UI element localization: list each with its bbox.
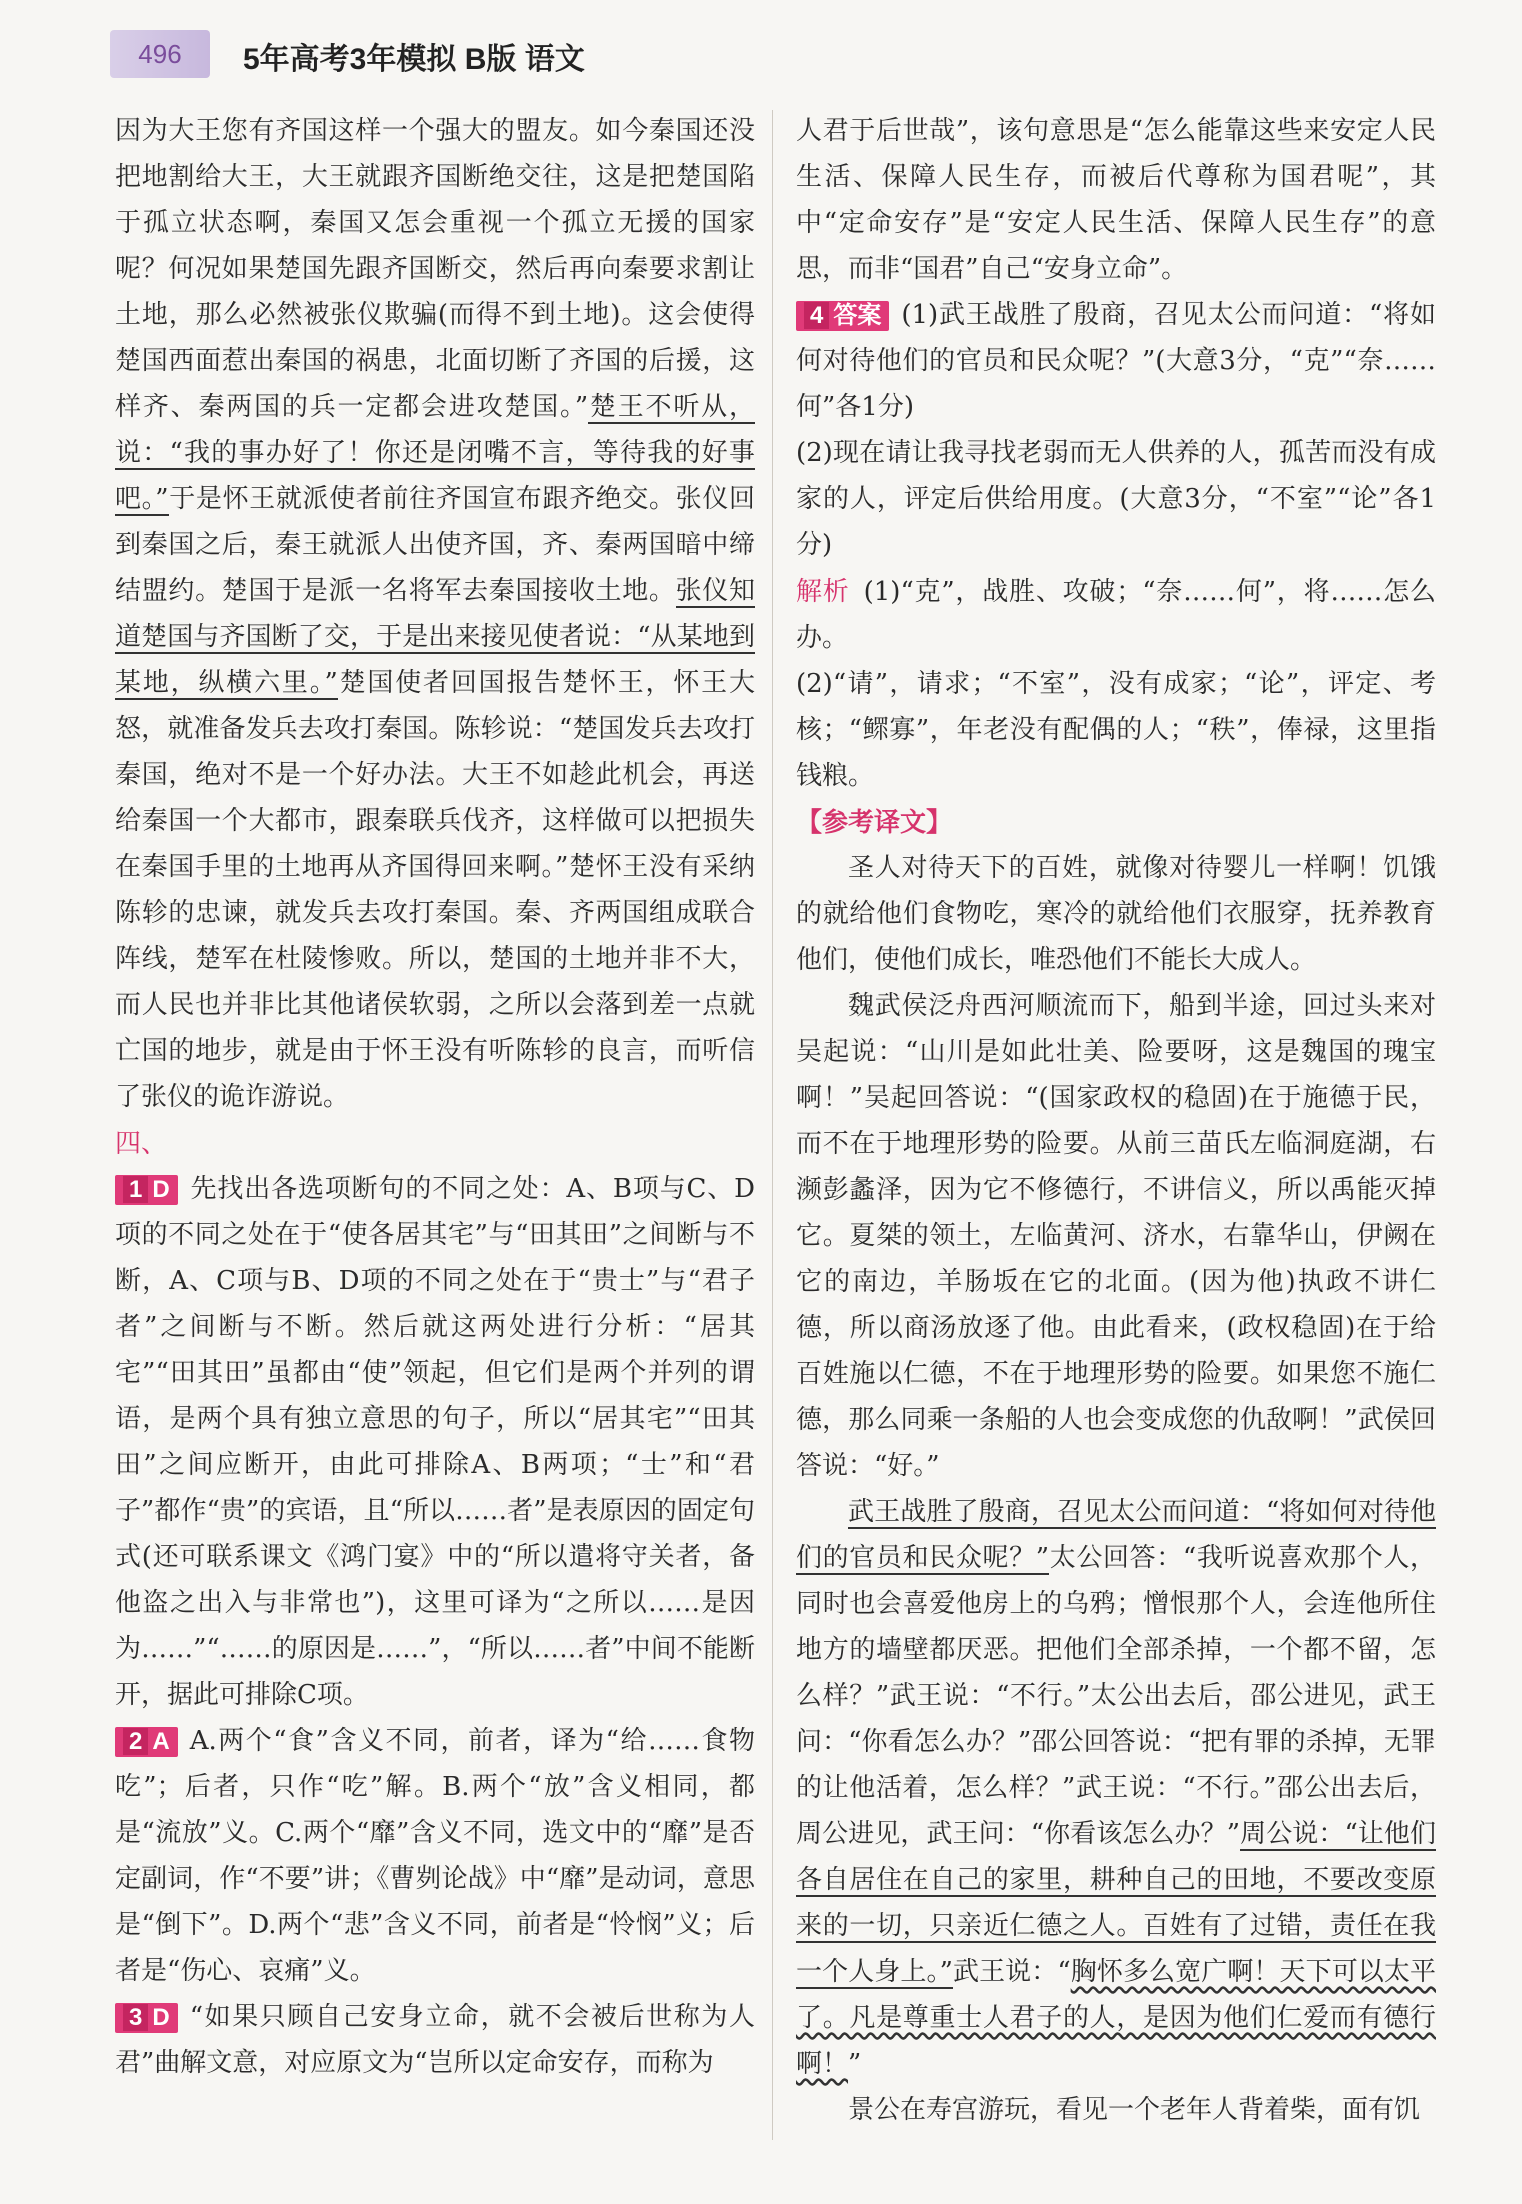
text-run: ” — [848, 2049, 862, 2079]
answer-item-1 — [115, 1166, 755, 1718]
translation-paragraph: 魏武侯泛舟西河顺流而下，船到半途，回过头来对吴起说：“山川是如此壮美、险要呀，这是魏国的瑰宝啊！”吴起回答说：“(国家政权的稳固)在于施德于民，而不在于地理形势的险要。从前三苗氏左临洞庭湖，右濒彭蠡泽，因为它不修德行，不讲信义，所以禹能灭掉它。夏桀的领土，左临黄河、济水，右靠华山，伊阙在它的南边，羊肠坂在它的北面。(因为他)执政不讲仁德，所以商汤放逐了他。由此看来，(政权稳固)在于给百姓施以仁德，不在于地理形势的险要。如果您不施仁德，那么同乘一条船的人也会变成您的仇敌啊！”武侯回答说：“好。” — [796, 991, 1436, 1481]
book-title: 5年高考3年模拟 B版 语文 — [243, 43, 585, 76]
column-divider — [772, 110, 773, 2140]
question-number: 4 — [804, 302, 829, 329]
answer-letter: A — [152, 1728, 170, 1755]
answer-explanation: “如果只顾自己安身立命，就不会被后世称为人君”曲解文意，对应原文为“岂所以定命安存，而称为 — [115, 2002, 755, 2078]
right-column — [796, 108, 1436, 2133]
analysis-text: (1)“克”，战胜、攻破；“奈……何”，将……怎么办。 — [796, 577, 1436, 653]
analysis-label: 解析 — [796, 576, 850, 606]
page-number: 496 — [138, 39, 182, 69]
wavy-underlined-sentence: 胸怀多么宽广啊！天下可以太平了。凡是尊重士人君子的人，是因为他们仁爱而有德行啊！ — [796, 1957, 1436, 2079]
left-column — [115, 108, 755, 2086]
question-number: 1 — [123, 1176, 148, 1203]
question-number: 3 — [123, 2004, 148, 2031]
reference-translation-title: 【参考译文】 — [796, 807, 953, 837]
analysis-paragraph — [796, 568, 1436, 661]
answer-label: 答案 — [833, 302, 882, 329]
translation-continued-paragraph — [115, 108, 755, 1120]
answer-3-continued: 人君于后世哉”，该句意思是“怎么能靠这些来安定人民生活、保障人民生存，而被后代尊称为国君呢”，其中“定命安存”是“安定人民生活、保障人民生存”的意思，而非“国君”自己“安身立命”。 — [796, 116, 1436, 284]
text-run: 于是怀王就派使者前往齐国宣布跟齐绝交。张仪回到秦国之后，秦王就派人出使齐国，齐、秦两国暗中缔结盟约。楚国于是派一名将军去秦国接收土地。 — [115, 484, 755, 606]
answer-letter: D — [152, 1176, 170, 1203]
underlined-sentence: 楚王不听从，说：“我的事办好了！你还是闭嘴不言，等待我的好事吧。” — [115, 392, 755, 514]
answer-badge — [115, 1175, 178, 1205]
answer-badge — [115, 1727, 178, 1757]
translation-paragraph: 景公在寿宫游玩，看见一个老年人背着柴，面有饥 — [848, 2095, 1421, 2125]
underlined-sentence: 张仪知道楚国与齐国断了交，于是出来接见使者说：“从某地到某地，纵横六里。” — [115, 576, 755, 698]
question-number: 2 — [123, 1728, 148, 1755]
answer-item-2 — [115, 1718, 755, 1994]
underlined-sentence: 武王战胜了殷商，召见太公而问道：“将如何对待他们的官员和民众呢？” — [796, 1497, 1436, 1573]
answer-badge — [115, 2003, 178, 2033]
underlined-sentence: 周公说：“让他们各自居住在自己的家里，耕种自己的田地，不要改变原来的一切，只亲近仁德之人。百姓有了过错，责任在我一个人身上。” — [796, 1819, 1436, 1987]
answer-explanation: A.两个“食”含义不同，前者，译为“给……食物吃”；后者，只作“吃”解。B.两个“放”含义相同，都是“流放”义。C.两个“靡”含义不同，选文中的“靡”是否定副词，作“不要”讲；《曹刿论战》中“靡”是动词，意思是“倒下”。D.两个“悲”含义不同，前者是“怜悯”义；后者是“伤心、哀痛”义。 — [115, 1726, 755, 1986]
analysis-part-2: (2)“请”，请求；“不室”，没有成家；“论”，评定、考核；“鳏寡”，年老没有配偶的人；“秩”，俸禄，这里指钱粮。 — [796, 669, 1436, 791]
text-run: 武王说：“ — [952, 1957, 1071, 1987]
answer-item-3 — [115, 1994, 755, 2086]
page-header — [0, 0, 1522, 90]
answer-text: (1)武王战胜了殷商，召见太公而问道：“将如何对待他们的官员和民众呢？”(大意3分，“克”“奈……何”各1分) — [796, 300, 1436, 422]
answer-item-4 — [796, 292, 1436, 430]
answer-4-part-2: (2)现在请让我寻找老弱而无人供养的人，孤苦而没有成家的人，评定后供给用度。(大意3分，“不室”“论”各1分) — [796, 438, 1436, 560]
text-run: 太公回答：“我听说喜欢那个人，同时也会喜爱他房上的乌鸦；憎恨那个人，会连他所住地方的墙壁都厌恶。把他们全部杀掉，一个都不留，怎么样？”武王说：“不行。”太公出去后，邵公进见，武王问：“你看怎么办？”邵公回答说：“把有罪的杀掉，无罪的让他活着，怎么样？”武王说：“不行。”邵公出去后，周公进见，武王问：“你看该怎么办？” — [796, 1543, 1436, 1849]
text-run: 因为大王您有齐国这样一个强大的盟友。如今秦国还没把地割给大王，大王就跟齐国断绝交往，这是把楚国陷于孤立状态啊，秦国又怎会重视一个孤立无援的国家呢？何况如果楚国先跟齐国断交，然后再向秦要求割让土地，那么必然被张仪欺骗(而得不到土地)。这会使得楚国西面惹出秦国的祸患，北面切断了齐国的后援，这样齐、秦两国的兵一定都会进攻楚国。” — [115, 116, 755, 422]
text-run: 楚国使者回国报告楚怀王，怀王大怒，就准备发兵去攻打秦国。陈轸说：“楚国发兵去攻打秦国，绝对不是一个好办法。大王不如趁此机会，再送给秦国一个大都市，跟秦联兵伐齐，这样做可以把损失在秦国手里的土地再从齐国得回来啊。”楚怀王没有采纳陈轸的忠谏，就发兵去攻打秦国。秦、齐两国组成联合阵线，楚军在杜陵惨败。所以，楚国的土地并非不大，而人民也并非比其他诸侯软弱，之所以会落到差一点就亡国的地步，就是由于怀王没有听陈轸的良言，而听信了张仪的诡诈游说。 — [115, 668, 755, 1112]
answer-badge — [796, 301, 889, 331]
translation-paragraph: 圣人对待天下的百姓，就像对待婴儿一样啊！饥饿的就给他们食物吃，寒冷的就给他们衣服穿，抚养教育他们，使他们成长，唯恐他们不能长大成人。 — [796, 853, 1436, 975]
section-heading: 四、 — [115, 1128, 168, 1158]
translation-paragraph — [796, 1489, 1436, 2087]
answer-letter: D — [152, 2004, 170, 2031]
page-number-tab — [110, 30, 210, 78]
answer-explanation: 先找出各选项断句的不同之处：A、B项与C、D项的不同之处在于“使各居其宅”与“田其田”之间断与不断，A、C项与B、D项的不同之处在于“贵士”与“君子者”之间断与不断。然后就这两处进行分析：“居其宅”“田其田”虽都由“使”领起，但它们是两个并列的谓语，是两个具有独立意思的句子，所以“居其宅”“田其田”之间应断开，由此可排除A、B两项；“士”和“君子”都作“贵”的宾语，且“所以……者”是表原因的固定句式(还可联系课文《鸿门宴》中的“所以遣将守关者，备他盗之出入与非常也”)，这里可译为“之所以……是因为……”“……的原因是……”，“所以……者”中间不能断开，据此可排除C项。 — [115, 1174, 755, 1710]
